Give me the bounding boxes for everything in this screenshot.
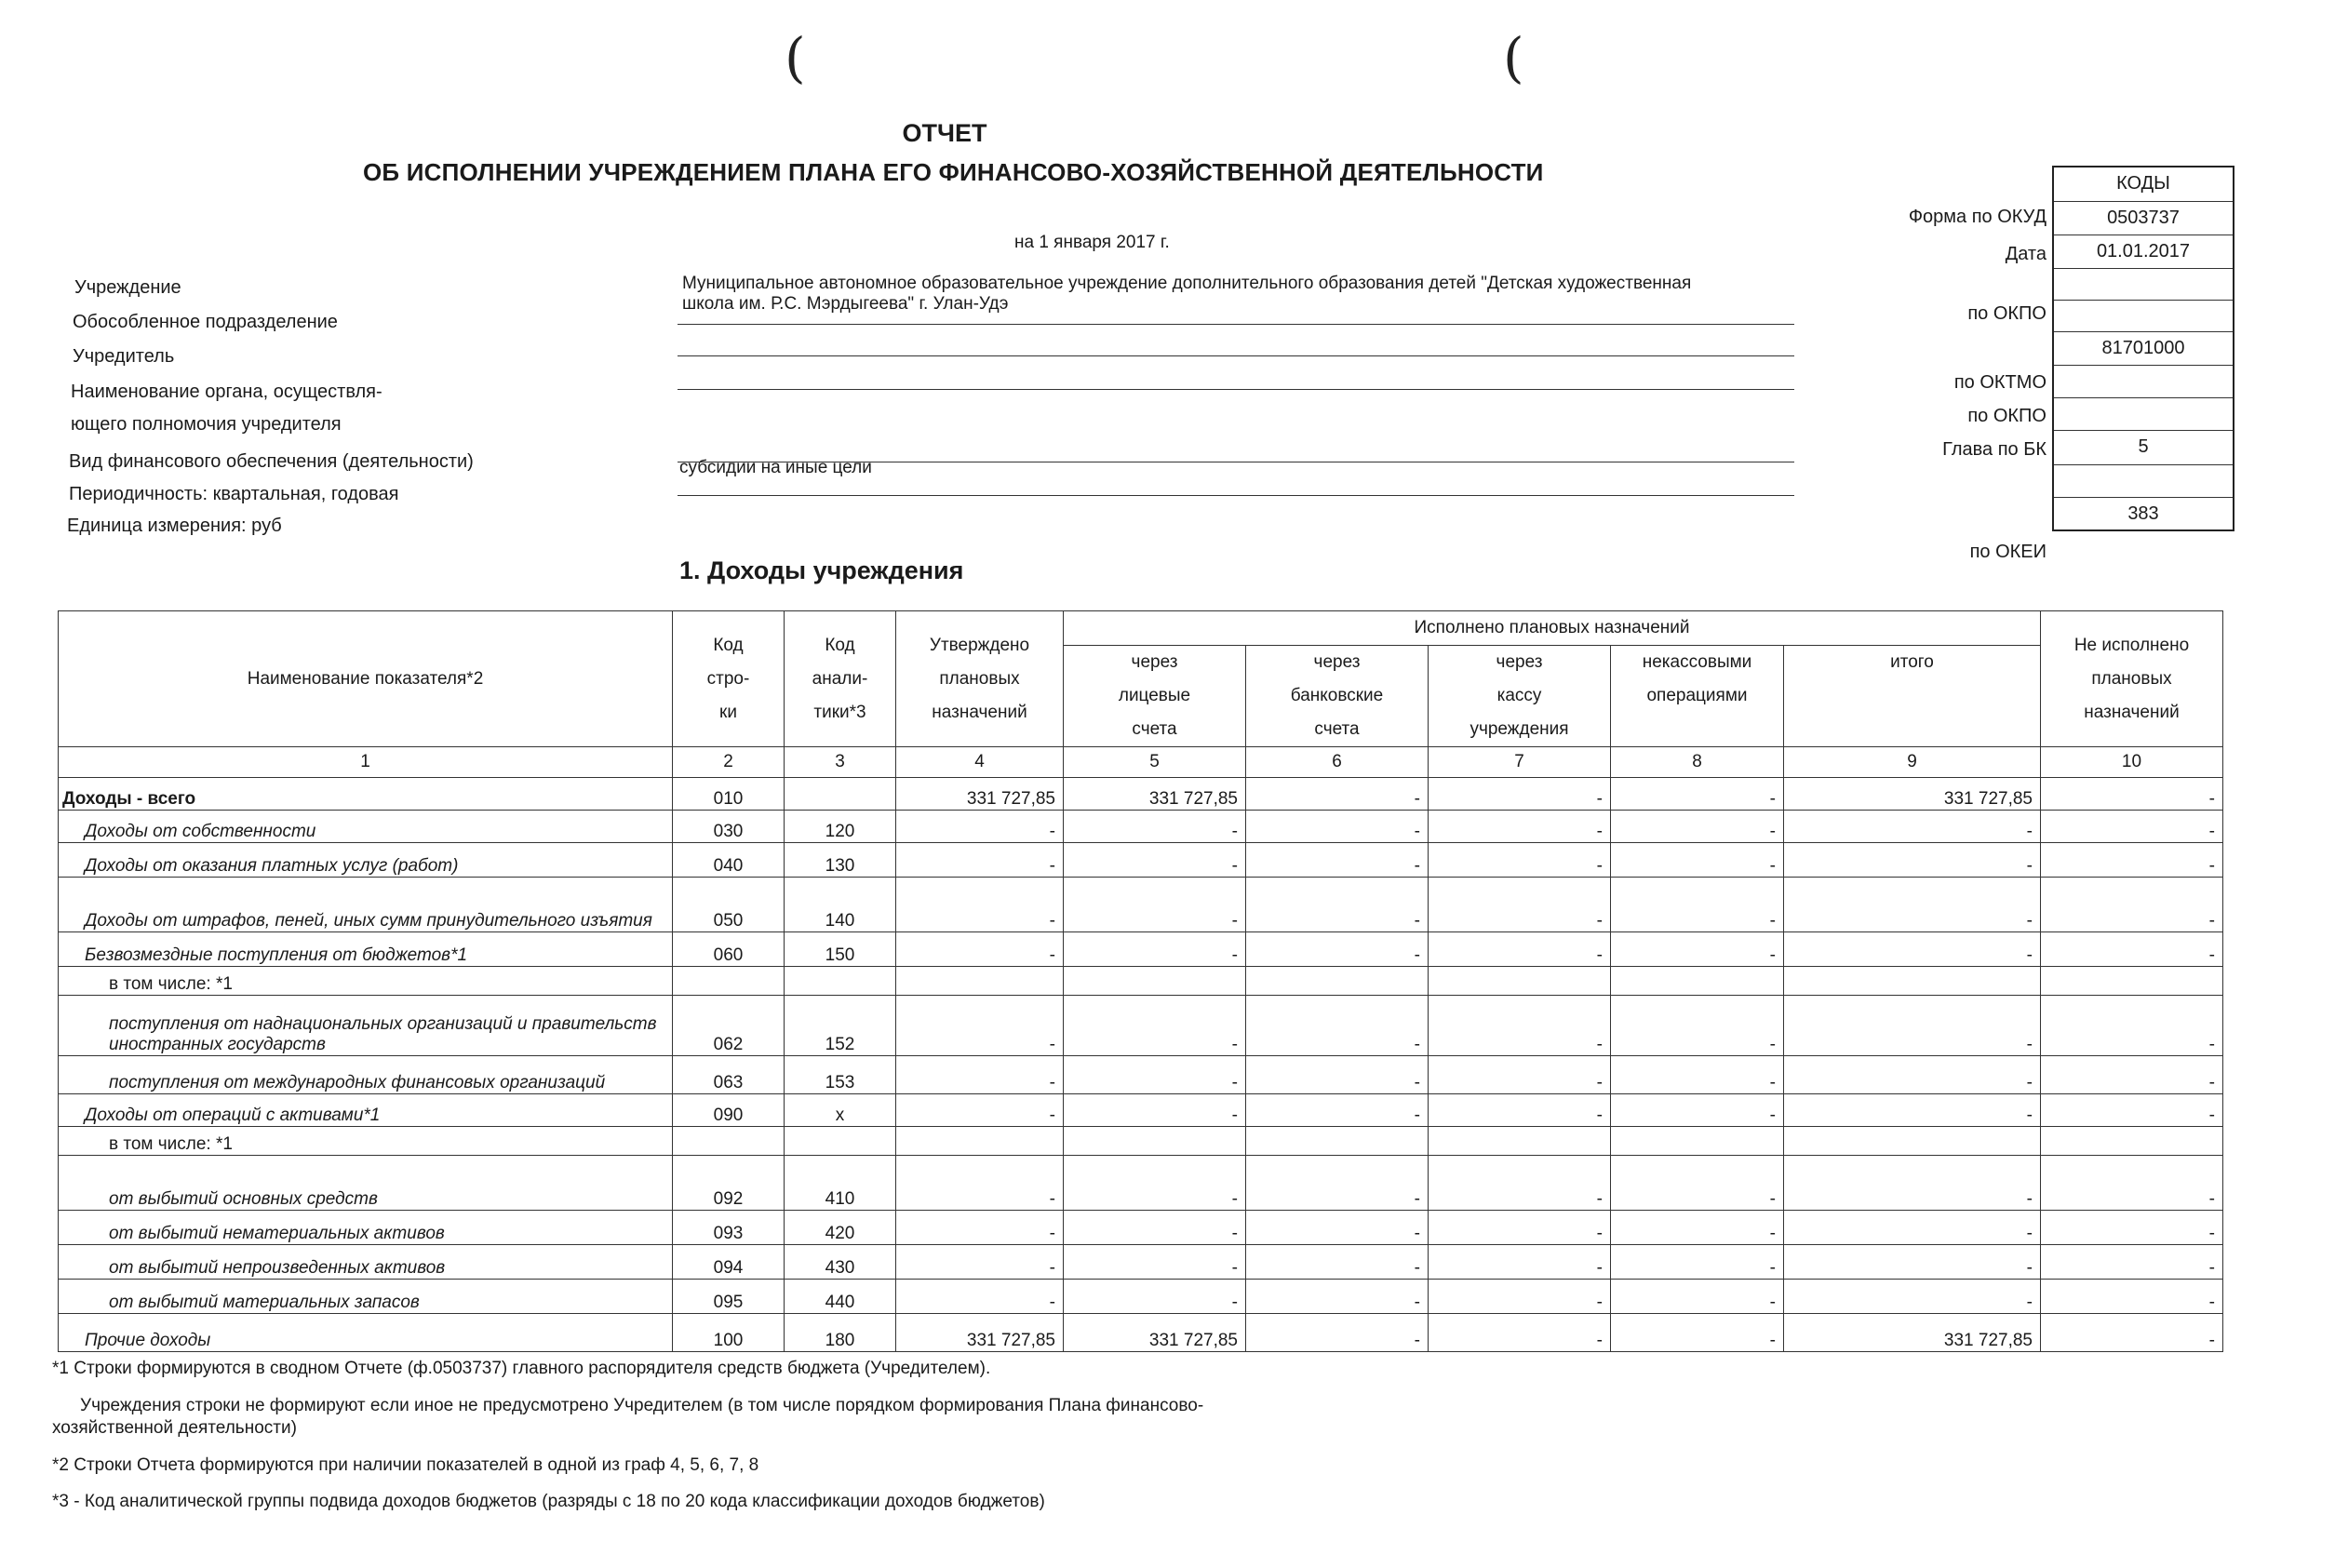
row-noncash: - xyxy=(1611,778,1784,811)
row-noncash: - xyxy=(1611,1056,1784,1094)
row-not-executed: - xyxy=(2041,1245,2223,1280)
note-3: *3 - Код аналитической группы подвида доходов бюджетов (разряды с 18 по 20 кода классификации доходов бюджетов) xyxy=(52,1492,1045,1511)
row-analytics: 140 xyxy=(785,878,896,932)
col-num-6: 6 xyxy=(1246,747,1429,778)
col-num-5: 5 xyxy=(1064,747,1246,778)
row-not-executed: - xyxy=(2041,878,2223,932)
row-approved xyxy=(896,1127,1064,1156)
header-col9: итого xyxy=(1784,646,2041,747)
row-code: 090 xyxy=(673,1094,785,1127)
note-1b-line1: Учреждения строки не формируют если иное не предусмотрено Учредителем (в том числе порядком формирования Плана финансово- xyxy=(80,1396,1204,1415)
row-analytics xyxy=(785,967,896,996)
row-via-accounts: - xyxy=(1064,1245,1246,1280)
row-not-executed: - xyxy=(2041,1211,2223,1245)
row-via-banks: - xyxy=(1246,843,1429,878)
row-analytics xyxy=(785,778,896,811)
row-not-executed: - xyxy=(2041,932,2223,967)
row-total: - xyxy=(1784,1156,2041,1211)
oktmo-value: 81701000 xyxy=(2054,332,2233,366)
okei-value: 383 xyxy=(2127,503,2159,524)
note-2: *2 Строки Отчета формируются при наличии показателей в одной из граф 4, 5, 6, 7, 8 xyxy=(52,1455,759,1475)
row-via-cashbox: - xyxy=(1429,1314,1611,1352)
row-via-cashbox: - xyxy=(1429,932,1611,967)
row-total: - xyxy=(1784,811,2041,843)
col-num-8: 8 xyxy=(1611,747,1784,778)
row-approved xyxy=(896,967,1064,996)
table-row xyxy=(59,1156,2223,1211)
row-name: от выбытий нематериальных активов xyxy=(59,1211,673,1245)
col-num-2: 2 xyxy=(673,747,785,778)
unit-value: руб xyxy=(251,516,282,536)
col-num-10: 10 xyxy=(2041,747,2223,778)
finance-code-value: 5 xyxy=(2054,431,2233,465)
authority-label-2: ющего полномочия учредителя xyxy=(71,414,342,435)
row-via-accounts xyxy=(1064,967,1246,996)
line-subdivision xyxy=(678,355,1794,356)
row-name: Доходы от операций с активами*1 xyxy=(59,1094,673,1127)
row-not-executed: - xyxy=(2041,996,2223,1056)
row-via-banks: - xyxy=(1246,778,1429,811)
row-not-executed: - xyxy=(2041,1056,2223,1094)
row-total: - xyxy=(1784,1245,2041,1280)
row-approved: - xyxy=(896,1211,1064,1245)
row-via-cashbox xyxy=(1429,967,1611,996)
row-noncash: - xyxy=(1611,1245,1784,1280)
row-name: Доходы от оказания платных услуг (работ) xyxy=(59,843,673,878)
row-name: в том числе: *1 xyxy=(59,1127,673,1156)
col-num-3: 3 xyxy=(785,747,896,778)
header-name: Наименование показателя*2 xyxy=(59,611,673,747)
row-via-cashbox: - xyxy=(1429,1094,1611,1127)
table-row xyxy=(59,932,2223,967)
glava-value xyxy=(2054,398,2233,431)
row-noncash: - xyxy=(1611,843,1784,878)
row-code: 094 xyxy=(673,1245,785,1280)
row-noncash: - xyxy=(1611,811,1784,843)
row-via-accounts: - xyxy=(1064,1094,1246,1127)
table-row xyxy=(59,878,2223,932)
row-total xyxy=(1784,1127,2041,1156)
glava-label: Глава по БК xyxy=(1942,439,2046,460)
col-num-1: 1 xyxy=(59,747,673,778)
row-via-cashbox: - xyxy=(1429,996,1611,1056)
row-not-executed: - xyxy=(2041,811,2223,843)
row-code: 093 xyxy=(673,1211,785,1245)
row-total: - xyxy=(1784,843,2041,878)
finance-type-value: субсидии на иные цели xyxy=(679,458,872,477)
row-code: 100 xyxy=(673,1314,785,1352)
report-subtitle: ОБ ИСПОЛНЕНИИ УЧРЕЖДЕНИЕМ ПЛАНА ЕГО ФИНАНСОВО-ХОЗЯЙСТВЕННОЙ ДЕЯТЕЛЬНОСТИ xyxy=(363,158,1544,186)
empty-code-2 xyxy=(2054,465,2233,498)
row-name: поступления от наднациональных организаций и правительств иностранных государств xyxy=(59,996,673,1056)
header-not-executed: Не исполнено плановых назначений xyxy=(2041,611,2223,747)
punch-mark-right: ( xyxy=(1503,26,1524,89)
row-name: Доходы от собственности xyxy=(59,811,673,843)
row-approved: - xyxy=(896,1280,1064,1314)
institution-value-1: Муниципальное автономное образовательное учреждение дополнительного образования детей "Детская художественная xyxy=(682,274,1692,293)
row-total: - xyxy=(1784,878,2041,932)
row-name: Безвозмездные поступления от бюджетов*1 xyxy=(59,932,673,967)
punch-mark-left: ( xyxy=(785,26,806,89)
col-num-9: 9 xyxy=(1784,747,2041,778)
authority-label-1: Наименование органа, осуществля- xyxy=(71,382,382,402)
row-noncash: - xyxy=(1611,1280,1784,1314)
row-via-cashbox: - xyxy=(1429,878,1611,932)
table-row xyxy=(59,1211,2223,1245)
table-row xyxy=(59,1314,2223,1352)
periodicity-label: Периодичность: xyxy=(69,484,208,504)
section-title: 1. Доходы учреждения xyxy=(679,556,964,584)
row-approved: - xyxy=(896,878,1064,932)
row-code xyxy=(673,967,785,996)
row-noncash: - xyxy=(1611,1156,1784,1211)
column-number-row xyxy=(59,747,2223,778)
table-row xyxy=(59,1056,2223,1094)
periodicity-value: квартальная, годовая xyxy=(212,484,399,504)
row-noncash: - xyxy=(1611,1094,1784,1127)
table-row xyxy=(59,843,2223,878)
row-analytics: 410 xyxy=(785,1156,896,1211)
row-via-banks xyxy=(1246,967,1429,996)
row-total: - xyxy=(1784,996,2041,1056)
row-total: - xyxy=(1784,932,2041,967)
row-not-executed: - xyxy=(2041,1314,2223,1352)
row-via-cashbox: - xyxy=(1429,1211,1611,1245)
founder-label: Учредитель xyxy=(73,346,175,367)
row-noncash xyxy=(1611,1127,1784,1156)
subdivision-label: Обособленное подразделение xyxy=(73,312,338,332)
row-analytics: 153 xyxy=(785,1056,896,1094)
income-table xyxy=(58,610,2223,1352)
row-not-executed: - xyxy=(2041,778,2223,811)
row-via-banks: - xyxy=(1246,1094,1429,1127)
row-code: 092 xyxy=(673,1156,785,1211)
row-analytics xyxy=(785,1127,896,1156)
row-code xyxy=(673,1127,785,1156)
table-row xyxy=(59,1245,2223,1280)
row-via-banks: - xyxy=(1246,1314,1429,1352)
row-via-cashbox: - xyxy=(1429,1056,1611,1094)
line-founder xyxy=(678,389,1794,390)
note-1: *1 Строки формируются в сводном Отчете (ф.0503737) главного распорядителя средств бюджета (Учредителем). xyxy=(52,1359,991,1378)
row-noncash: - xyxy=(1611,1211,1784,1245)
row-via-banks: - xyxy=(1246,932,1429,967)
row-code: 063 xyxy=(673,1056,785,1094)
row-analytics: 152 xyxy=(785,996,896,1056)
row-name: в том числе: *1 xyxy=(59,967,673,996)
date-label: Дата xyxy=(2005,244,2046,264)
okud-label: Форма по ОКУД xyxy=(1908,207,2046,227)
row-name: Доходы от штрафов, пеней, иных сумм принудительного изъятия xyxy=(59,878,673,932)
row-via-banks: - xyxy=(1246,1211,1429,1245)
row-total: 331 727,85 xyxy=(1784,1314,2041,1352)
okpo-value xyxy=(2054,269,2233,301)
row-analytics: 150 xyxy=(785,932,896,967)
oktmo-label: по ОКТМО xyxy=(1953,372,2046,393)
row-via-cashbox: - xyxy=(1429,811,1611,843)
row-approved: - xyxy=(896,996,1064,1056)
periodicity xyxy=(69,484,399,505)
report-title: ОТЧЕТ xyxy=(902,119,987,147)
row-noncash: - xyxy=(1611,1314,1784,1352)
table-row xyxy=(59,811,2223,843)
row-name: Доходы - всего xyxy=(59,778,673,811)
okud-value: 0503737 xyxy=(2054,202,2233,235)
row-code: 062 xyxy=(673,996,785,1056)
row-approved: - xyxy=(896,1094,1064,1127)
okpo-label: по ОКПО xyxy=(1967,303,2046,324)
header-analytics: Код анали- тики*3 xyxy=(785,611,896,747)
row-via-banks: - xyxy=(1246,1156,1429,1211)
row-via-accounts: - xyxy=(1064,843,1246,878)
row-via-cashbox xyxy=(1429,1127,1611,1156)
row-not-executed: - xyxy=(2041,1156,2223,1211)
row-via-cashbox: - xyxy=(1429,778,1611,811)
row-total xyxy=(1784,967,2041,996)
row-approved: - xyxy=(896,1056,1064,1094)
row-total: 331 727,85 xyxy=(1784,778,2041,811)
header-col7: через кассу учреждения xyxy=(1429,646,1611,747)
row-noncash: - xyxy=(1611,996,1784,1056)
row-name: от выбытий непроизведенных активов xyxy=(59,1245,673,1280)
okpo2-label: по ОКПО xyxy=(1967,406,2046,426)
row-via-cashbox: - xyxy=(1429,843,1611,878)
row-code: 060 xyxy=(673,932,785,967)
row-total: - xyxy=(1784,1211,2041,1245)
unit-label: Единица измерения: xyxy=(67,516,247,536)
row-code: 030 xyxy=(673,811,785,843)
row-via-banks: - xyxy=(1246,1056,1429,1094)
row-not-executed xyxy=(2041,967,2223,996)
okei-label: по ОКЕИ xyxy=(1969,542,2046,562)
table-body xyxy=(59,778,2223,1352)
row-noncash: - xyxy=(1611,878,1784,932)
row-code: 095 xyxy=(673,1280,785,1314)
empty-code-1 xyxy=(2054,301,2233,332)
row-via-cashbox: - xyxy=(1429,1280,1611,1314)
row-via-accounts: - xyxy=(1064,1211,1246,1245)
col-num-7: 7 xyxy=(1429,747,1611,778)
header-approved: Утверждено плановых назначений xyxy=(896,611,1064,747)
report-date-line: на 1 января 2017 г. xyxy=(1014,233,1170,252)
row-via-accounts: - xyxy=(1064,811,1246,843)
row-via-banks xyxy=(1246,1127,1429,1156)
col-num-4: 4 xyxy=(896,747,1064,778)
row-via-accounts xyxy=(1064,1127,1246,1156)
finance-type-label: Вид финансового обеспечения (деятельности) xyxy=(69,451,474,472)
row-name: поступления от международных финансовых организаций xyxy=(59,1056,673,1094)
codes-header: КОДЫ xyxy=(2054,168,2233,202)
row-analytics: 430 xyxy=(785,1245,896,1280)
row-via-cashbox: - xyxy=(1429,1245,1611,1280)
row-via-accounts: - xyxy=(1064,1280,1246,1314)
table-row xyxy=(59,1280,2223,1314)
table-header-row-1 xyxy=(59,611,2223,646)
row-approved: 331 727,85 xyxy=(896,1314,1064,1352)
row-analytics: 180 xyxy=(785,1314,896,1352)
row-approved: - xyxy=(896,1156,1064,1211)
line-institution xyxy=(678,324,1794,325)
header-col5: через лицевые счета xyxy=(1064,646,1246,747)
row-total: - xyxy=(1784,1280,2041,1314)
row-via-banks: - xyxy=(1246,878,1429,932)
header-code: Код стро- ки xyxy=(673,611,785,747)
row-approved: - xyxy=(896,932,1064,967)
row-via-accounts: 331 727,85 xyxy=(1064,778,1246,811)
header-executed: Исполнено плановых назначений xyxy=(1064,611,2041,646)
table-row xyxy=(59,1127,2223,1156)
row-name: от выбытий основных средств xyxy=(59,1156,673,1211)
row-code: 010 xyxy=(673,778,785,811)
row-via-cashbox: - xyxy=(1429,1156,1611,1211)
row-not-executed: - xyxy=(2041,1280,2223,1314)
okpo2-value xyxy=(2054,366,2233,398)
table-row xyxy=(59,996,2223,1056)
row-approved: 331 727,85 xyxy=(896,778,1064,811)
row-analytics: 120 xyxy=(785,811,896,843)
row-via-accounts: - xyxy=(1064,878,1246,932)
row-approved: - xyxy=(896,843,1064,878)
row-code: 050 xyxy=(673,878,785,932)
row-analytics: 420 xyxy=(785,1211,896,1245)
row-analytics: x xyxy=(785,1094,896,1127)
row-via-accounts: - xyxy=(1064,932,1246,967)
row-approved: - xyxy=(896,1245,1064,1280)
note-1b-line2: хозяйственной деятельности) xyxy=(52,1418,297,1438)
row-approved: - xyxy=(896,811,1064,843)
row-via-accounts: - xyxy=(1064,1156,1246,1211)
row-via-accounts: 331 727,85 xyxy=(1064,1314,1246,1352)
header-col8: некассовыми операциями xyxy=(1611,646,1784,747)
row-via-banks: - xyxy=(1246,811,1429,843)
row-noncash xyxy=(1611,967,1784,996)
row-noncash: - xyxy=(1611,932,1784,967)
row-analytics: 440 xyxy=(785,1280,896,1314)
line-finance-type xyxy=(678,495,1794,496)
row-total: - xyxy=(1784,1094,2041,1127)
row-not-executed xyxy=(2041,1127,2223,1156)
row-via-banks: - xyxy=(1246,996,1429,1056)
table-row xyxy=(59,1094,2223,1127)
institution-label: Учреждение xyxy=(74,277,181,298)
institution-value-2: школа им. Р.С. Мэрдыгеева" г. Улан-Удэ xyxy=(682,294,1009,314)
row-name: Прочие доходы xyxy=(59,1314,673,1352)
row-not-executed: - xyxy=(2041,1094,2223,1127)
header-col6: через банковские счета xyxy=(1246,646,1429,747)
codes-box xyxy=(2052,166,2234,531)
row-via-accounts: - xyxy=(1064,996,1246,1056)
row-code: 040 xyxy=(673,843,785,878)
unit xyxy=(67,516,282,537)
row-not-executed: - xyxy=(2041,843,2223,878)
date-value: 01.01.2017 xyxy=(2054,235,2233,269)
table-row xyxy=(59,967,2223,996)
row-via-banks: - xyxy=(1246,1245,1429,1280)
table-row xyxy=(59,778,2223,811)
row-analytics: 130 xyxy=(785,843,896,878)
row-via-accounts: - xyxy=(1064,1056,1246,1094)
row-total: - xyxy=(1784,1056,2041,1094)
row-via-banks: - xyxy=(1246,1280,1429,1314)
row-name: от выбытий материальных запасов xyxy=(59,1280,673,1314)
